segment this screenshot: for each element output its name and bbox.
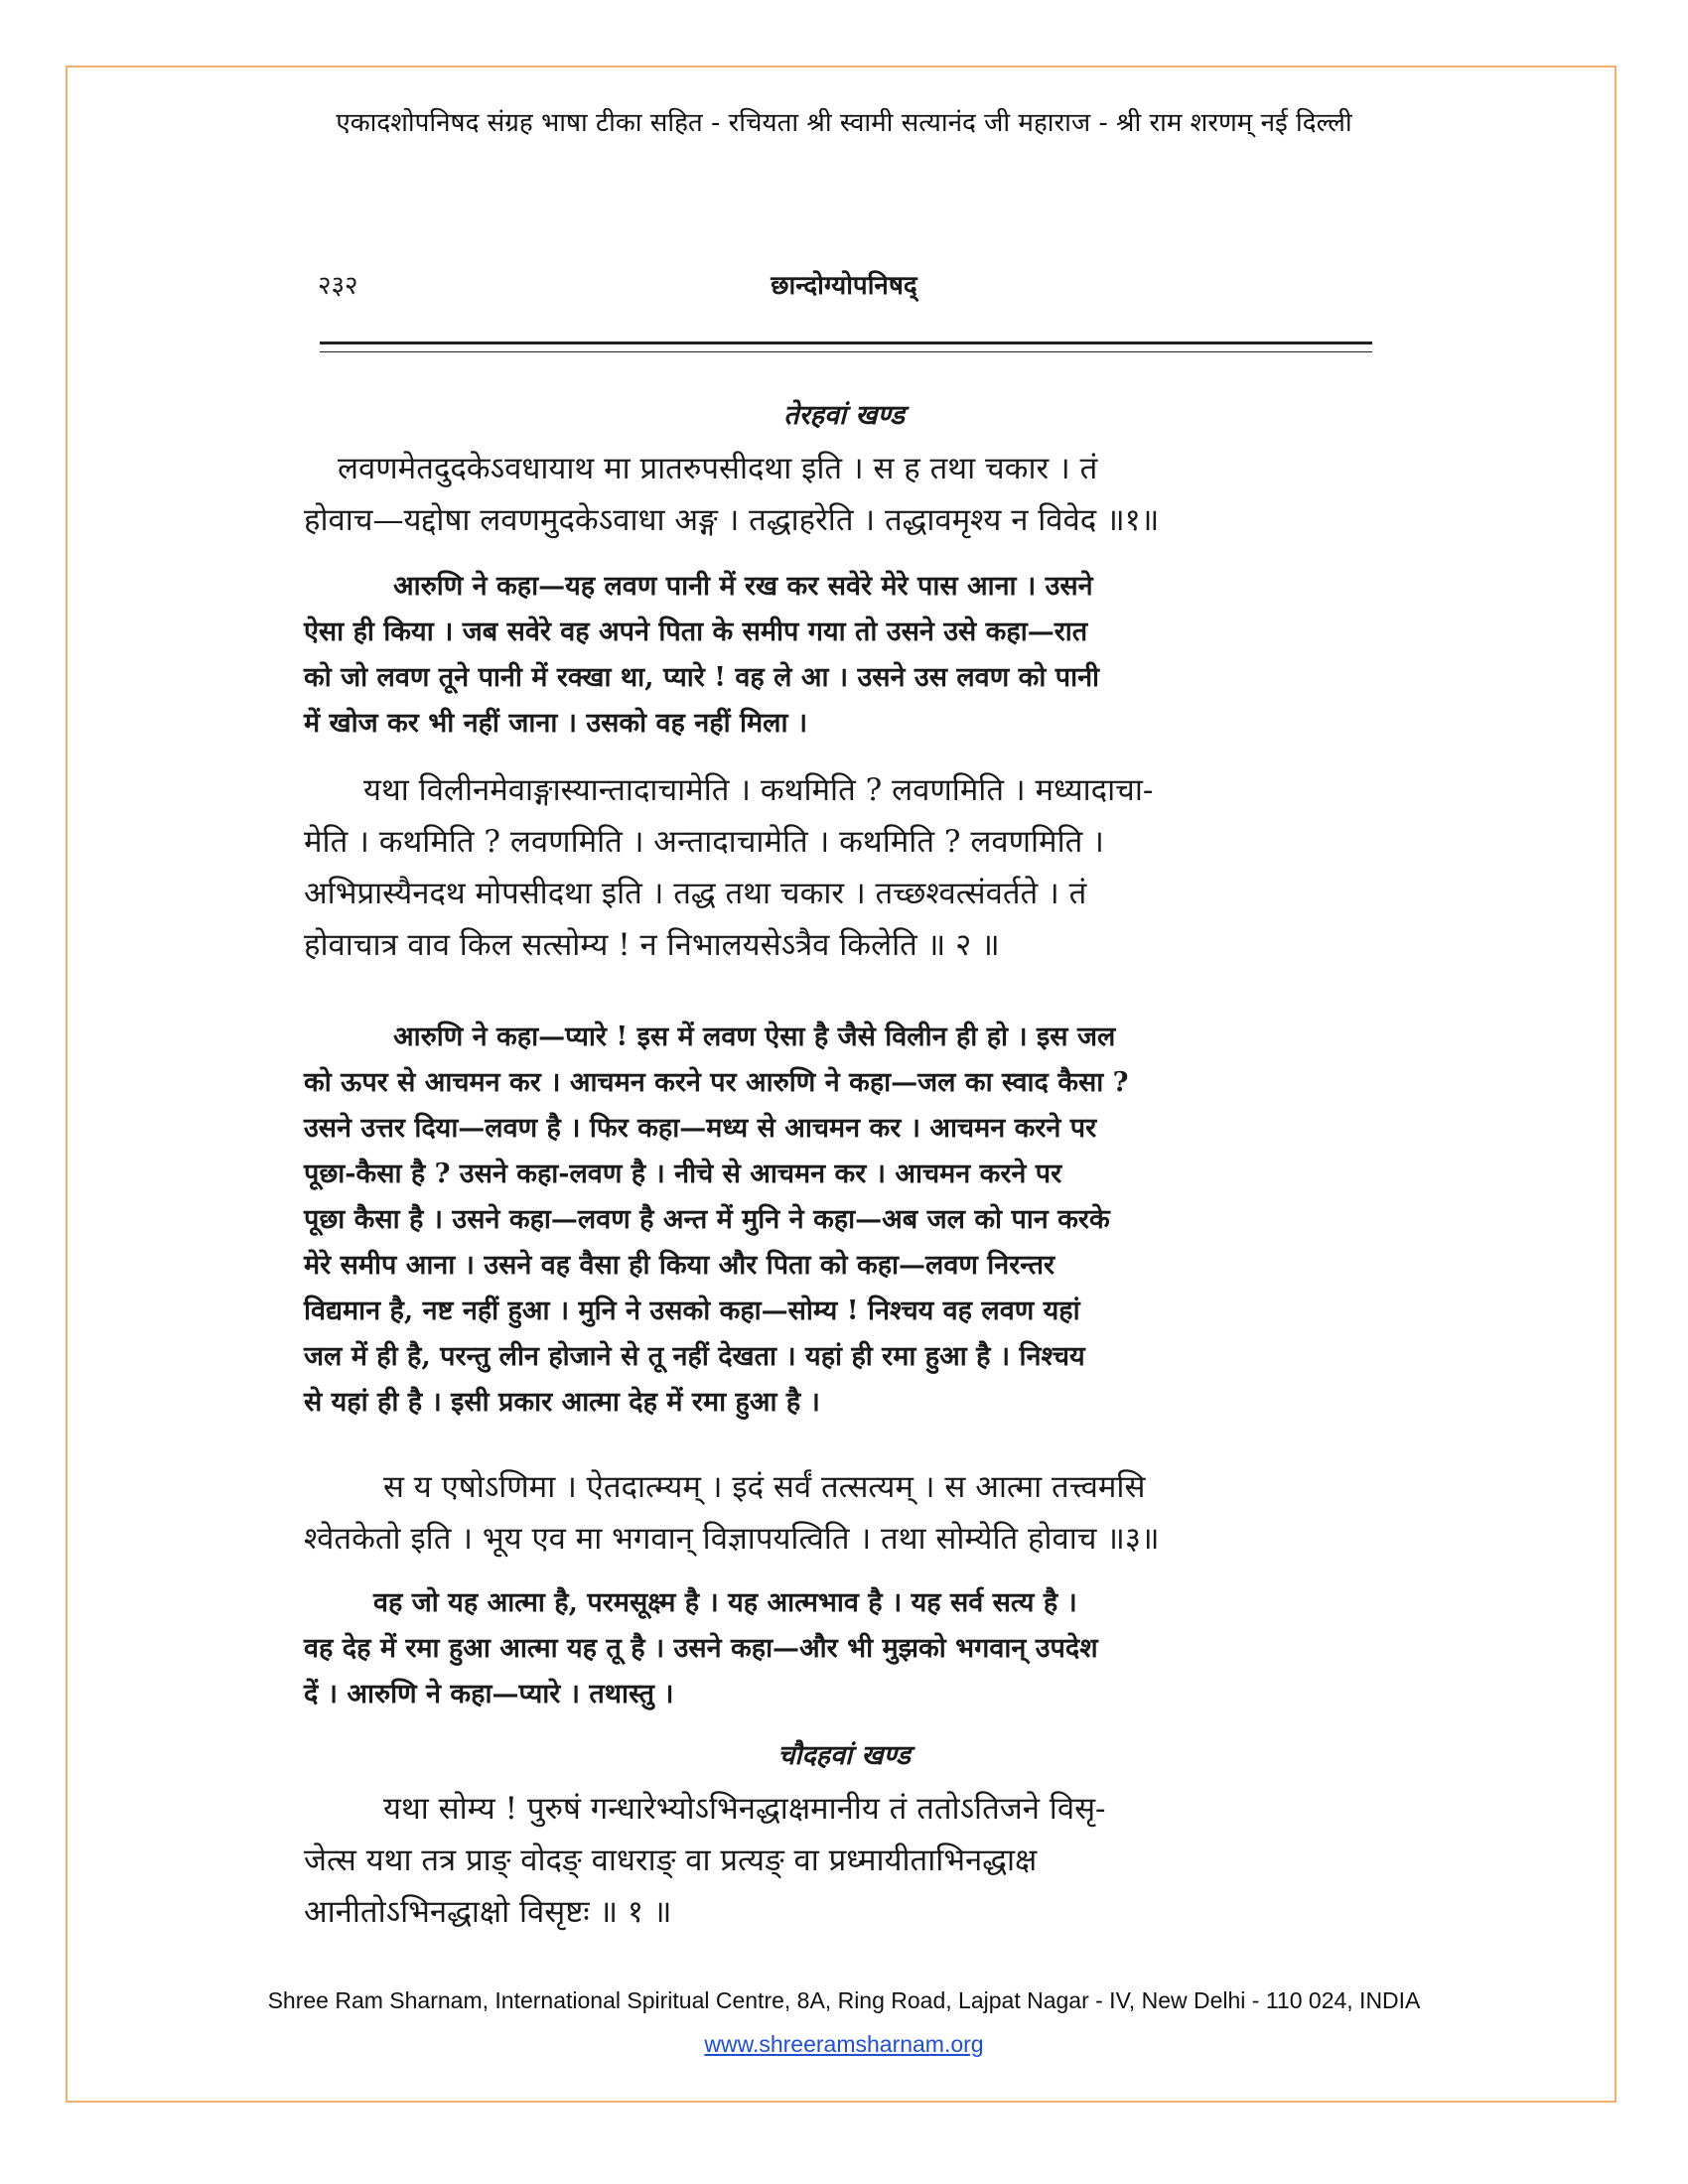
scanned-page bbox=[298, 248, 1390, 1946]
translation-line: दें । आरुणि ने कहा—प्यारे । तथास्तु । bbox=[304, 1679, 674, 1709]
shloka-line: होवाचात्र वाव किल सत्सोम्य ! न निभालयसेऽत्रैव किलेति ॥ २ ॥ bbox=[304, 927, 1000, 963]
website-link[interactable]: www.shreeramsharnam.org bbox=[704, 2031, 984, 2057]
section-heading: तेरहवां खण्ड bbox=[783, 400, 905, 431]
running-head bbox=[318, 266, 1370, 306]
shloka-line: जेत्स यथा तत्र प्राङ् वोदङ् वाधराङ् वा प्रत्यङ् वा प्रध्मायीताभिनद्धाक्ष bbox=[304, 1843, 1038, 1878]
translation-line: से यहां ही है । इसी प्रकार आत्मा देह में रमा हुआ है । bbox=[304, 1387, 820, 1418]
translation-line: वह जो यह आत्मा है, परमसूक्ष्म है । यह आत्मभाव है । यह सर्व सत्य है । bbox=[373, 1587, 1077, 1618]
shloka-block bbox=[304, 764, 1366, 971]
shloka-line: स य एषोऽणिमा । ऐतदात्म्यम् । इदं सर्वं तत्सत्यम् । स आत्मा तत्त्वमसि bbox=[383, 1469, 1146, 1505]
translation-line: को जो लवण तूने पानी में रक्खा था, प्यारे ! वह ले आ । उसने उस लवण को पानी bbox=[304, 662, 1100, 693]
translation-line: आरुणि ने कहा—यह लवण पानी में रख कर सवेरे मेरे पास आना । उसने bbox=[393, 571, 1093, 602]
translation-line: जल में ही है, परन्तु लीन होजाने से तू नहीं देखता । यहां ही रमा हुआ है । निश्चय bbox=[304, 1341, 1085, 1372]
translation-block bbox=[304, 1580, 1366, 1717]
shloka-line: मेति । कथमिति ? लवणमिति । अन्तादाचामेति । कथमिति ? लवणमिति । bbox=[304, 824, 1104, 860]
shloka-line: श्वेतकेतो इति । भूय एव मा भगवान् विज्ञापयत्विति । तथा सोम्येति होवाच ॥३॥ bbox=[304, 1521, 1160, 1557]
running-title: छान्दोग्योपनिषद् bbox=[771, 271, 917, 301]
footer-website bbox=[0, 2031, 1688, 2058]
header-rule-thin bbox=[320, 351, 1372, 352]
shloka-line: लवणमेतदुदकेऽवधायाथ मा प्रातरुपसीदथा इति । स ह तथा चकार । तं bbox=[338, 451, 1098, 486]
shloka-line: आनीतोऽभिनद्धाक्षो विसृष्टः ॥ १ ॥ bbox=[304, 1894, 672, 1930]
translation-line: मेरे समीप आना । उसने वह वैसा ही किया और पिता को कहा—लवण निरन्तर bbox=[304, 1250, 1055, 1281]
shloka-block bbox=[304, 1461, 1366, 1565]
translation-block bbox=[304, 564, 1366, 747]
shloka-line: यथा विलीनमेवाङ्गास्यान्तादाचामेति । कथमिति ? लवणमिति । मध्यादाचा- bbox=[363, 772, 1154, 808]
translation-line: ऐसा ही किया । जब सवेरे वह अपने पिता के समीप गया तो उसने उसे कहा—रात bbox=[304, 616, 1088, 647]
shloka-line: अभिप्रास्यैनदथ मोपसीदथा इति । तद्ध तथा चकार । तच्छश्वत्संवर्तते । तं bbox=[304, 876, 1087, 911]
document-header: एकादशोपनिषद संग्रह भाषा टीका सहित - रचियता श्री स्वामी सत्यानंद जी महाराज - श्री राम शरणम् नई दिल्ली bbox=[336, 108, 1352, 138]
page-number: २३२ bbox=[318, 271, 358, 301]
footer-address: Shree Ram Sharnam, International Spiritual Centre, 8A, Ring Road, Lajpat Nagar - IV, New Delhi - 110 024, INDIA bbox=[267, 1987, 1421, 2013]
shloka-line: यथा सोम्य ! पुरुषं गन्धारेभ्योऽभिनद्धाक्षमानीय तं ततोऽतिजने विसृ- bbox=[383, 1791, 1106, 1827]
section-heading: चौदहवां खण्ड bbox=[777, 1740, 911, 1771]
translation-line: पूछा कैसा है । उसने कहा—लवण है अन्त में मुनि ने कहा—अब जल को पान करके bbox=[304, 1204, 1110, 1235]
shloka-block bbox=[304, 1783, 1366, 1938]
translation-line: वह देह में रमा हुआ आत्मा यह तू है । उसने कहा—और भी मुझको भगवान् उपदेश bbox=[304, 1633, 1098, 1664]
shloka-block bbox=[304, 443, 1400, 546]
translation-line: पूछा-कैसा है ? उसने कहा-लवण है । नीचे से आचमन कर । आचमन करने पर bbox=[304, 1159, 1062, 1189]
translation-line: को ऊपर से आचमन कर । आचमन करने पर आरुणि ने कहा—जल का स्वाद कैसा ? bbox=[304, 1067, 1129, 1098]
translation-line: उसने उत्तर दिया—लवण है । फिर कहा—मध्य से आचमन कर । आचमन करने पर bbox=[304, 1113, 1097, 1144]
header-rule bbox=[320, 341, 1372, 344]
translation-block bbox=[304, 1015, 1366, 1426]
translation-line: में खोज कर भी नहीं जाना । उसको वह नहीं मिला । bbox=[304, 708, 808, 739]
translation-line: विद्यमान है, नष्ट नहीं हुआ । मुनि ने उसको कहा—सोम्य ! निश्चय वह लवण यहां bbox=[304, 1296, 1080, 1326]
shloka-line: होवाच—यद्दोषा लवणमुदकेऽवाधा अङ्ग । तद्धाहरेति । तद्धावमृश्य न विवेद ॥१॥ bbox=[304, 502, 1160, 538]
translation-line: आरुणि ने कहा—प्यारे ! इस में लवण ऐसा है जैसे विलीन ही हो । इस जल bbox=[393, 1022, 1116, 1052]
